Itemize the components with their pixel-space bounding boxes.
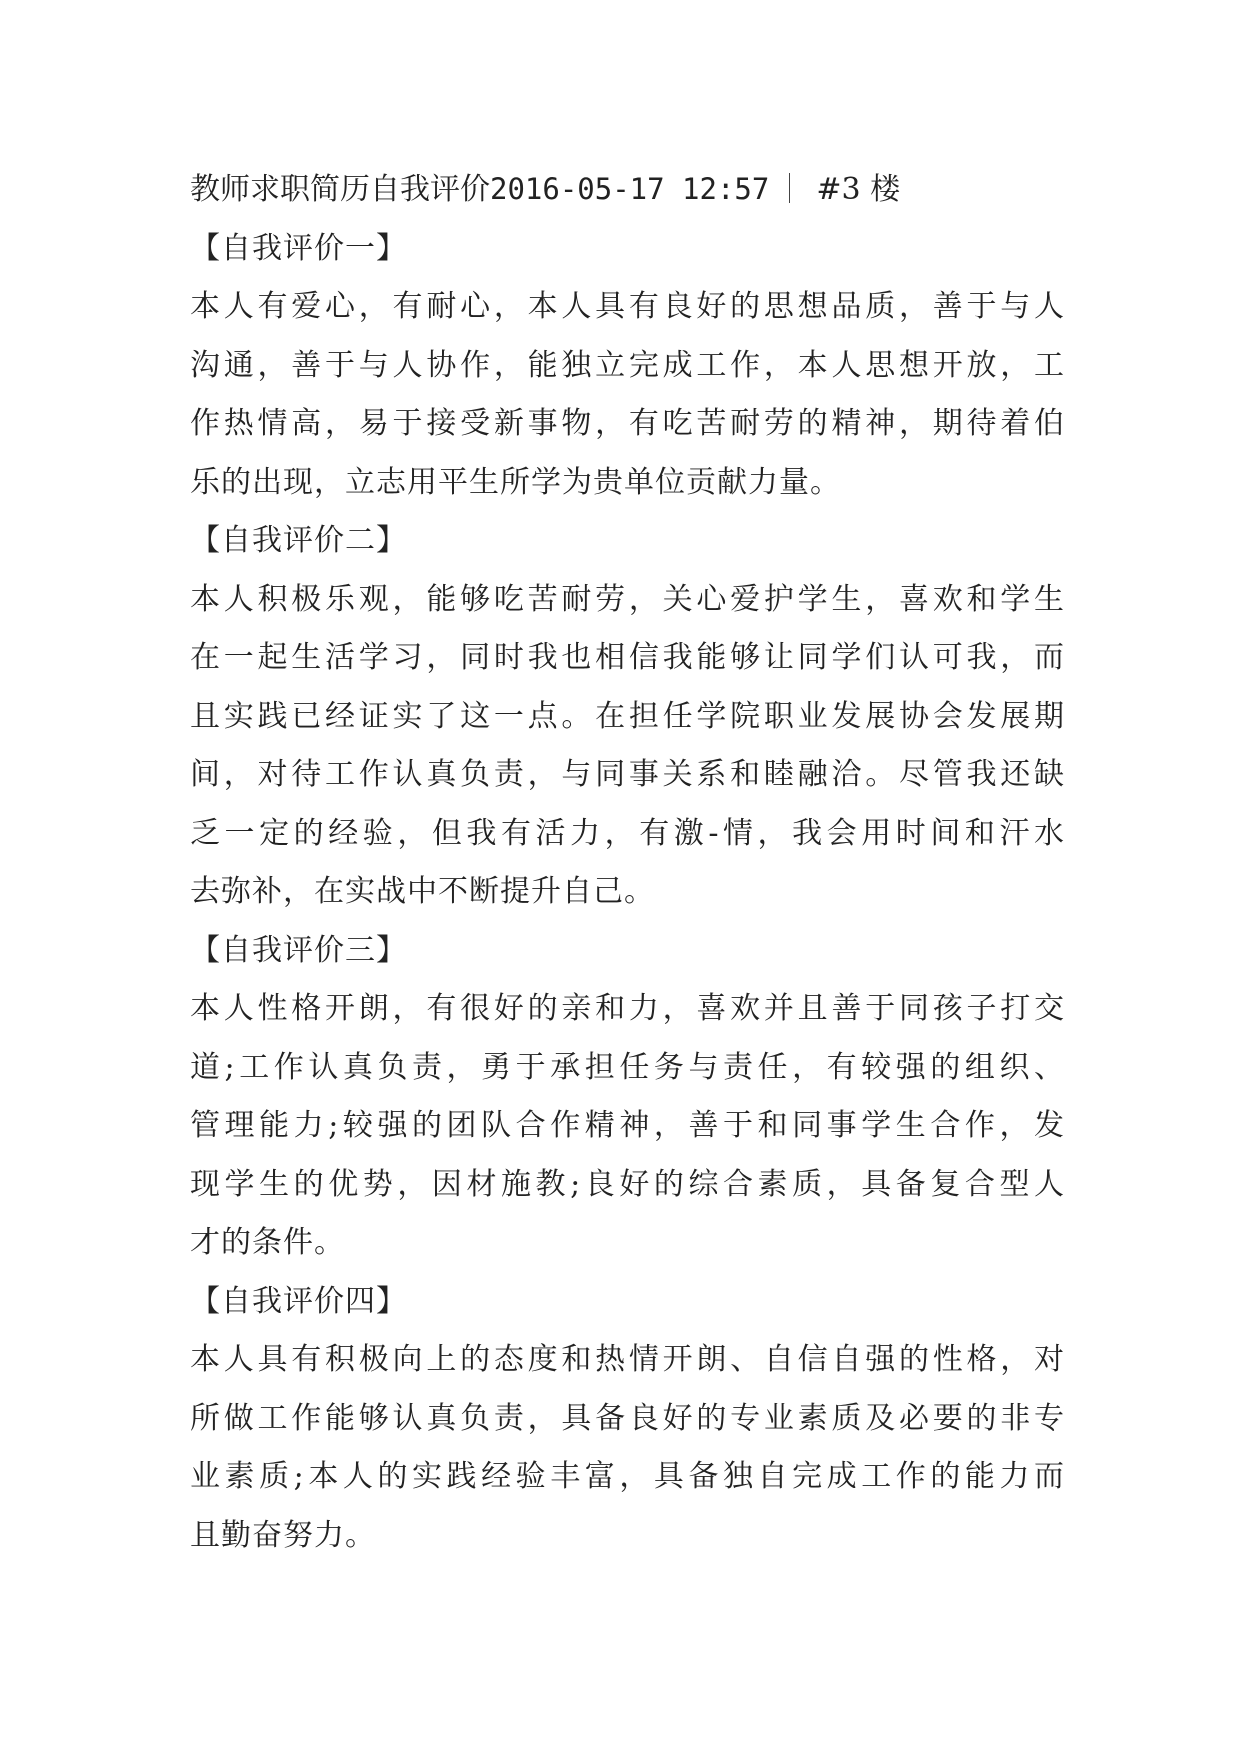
section-heading: 【自我评价三】 <box>190 932 407 968</box>
section-paragraph <box>190 571 1065 922</box>
section-heading: 【自我评价一】 <box>190 230 407 266</box>
paragraph-line: 间，对待工作认真负责，与同事关系和睦融洽。尽管我还缺 <box>190 757 1065 792</box>
paragraph-line: 乐的出现，立志用平生所学为贵单位贡献力量。 <box>190 464 841 500</box>
paragraph-line: 所做工作能够认真负责，具备良好的专业素质及必要的非专 <box>190 1400 1065 1436</box>
paragraph-line: 道;工作认真负责，勇于承担任务与责任，有较强的组织、 <box>190 1049 1065 1085</box>
paragraph-line: 去弥补，在实战中不断提升自己。 <box>190 874 655 909</box>
paragraph-line: 本人积极乐观，能够吃苦耐劳，关心爱护学生，喜欢和学生 <box>190 581 1065 617</box>
post-title: 教师求职简历自我评价 <box>190 172 490 207</box>
section-paragraph <box>190 980 1065 1273</box>
paragraph-line: 才的条件。 <box>190 1225 345 1260</box>
paragraph-line: 在一起生活学习，同时我也相信我能够让同学们认可我，而 <box>190 640 1065 675</box>
paragraph-line: 本人性格开朗，有很好的亲和力，喜欢并且善于同孩子打交 <box>190 991 1065 1026</box>
header-divider <box>789 173 790 203</box>
paragraph-line: 沟通，善于与人协作，能独立完成工作，本人思想开放，工 <box>190 347 1065 383</box>
paragraph-line: 管理能力;较强的团队合作精神，善于和同事学生合作，发 <box>190 1108 1065 1143</box>
paragraph-line: 且实践已经证实了这一点。在担任学院职业发展协会发展期 <box>190 698 1065 734</box>
paragraph-line: 本人具有积极向上的态度和热情开朗、自信自强的性格，对 <box>190 1342 1065 1377</box>
paragraph-line: 现学生的优势，因材施教;良好的综合素质，具备复合型人 <box>190 1166 1065 1202</box>
document-page <box>190 160 1065 1565</box>
section-heading: 【自我评价四】 <box>190 1283 407 1319</box>
section-heading: 【自我评价二】 <box>190 523 407 558</box>
floor-label: #3 楼 <box>816 172 901 207</box>
paragraph-line: 作热情高，易于接受新事物，有吃苦耐劳的精神，期待着伯 <box>190 406 1065 441</box>
paragraph-line: 本人有爱心，有耐心，本人具有良好的思想品质，善于与人 <box>190 289 1065 324</box>
post-date: 2016-05-17 12:57 <box>490 172 770 206</box>
section-paragraph <box>190 1331 1065 1565</box>
section-paragraph <box>190 278 1065 512</box>
paragraph-line: 且勤奋努力。 <box>190 1517 376 1553</box>
paragraph-line: 乏一定的经验，但我有活力，有激-情，我会用时间和汗水 <box>190 815 1065 851</box>
post-header <box>190 160 1065 220</box>
paragraph-line: 业素质;本人的实践经验丰富，具备独自完成工作的能力而 <box>190 1459 1065 1494</box>
